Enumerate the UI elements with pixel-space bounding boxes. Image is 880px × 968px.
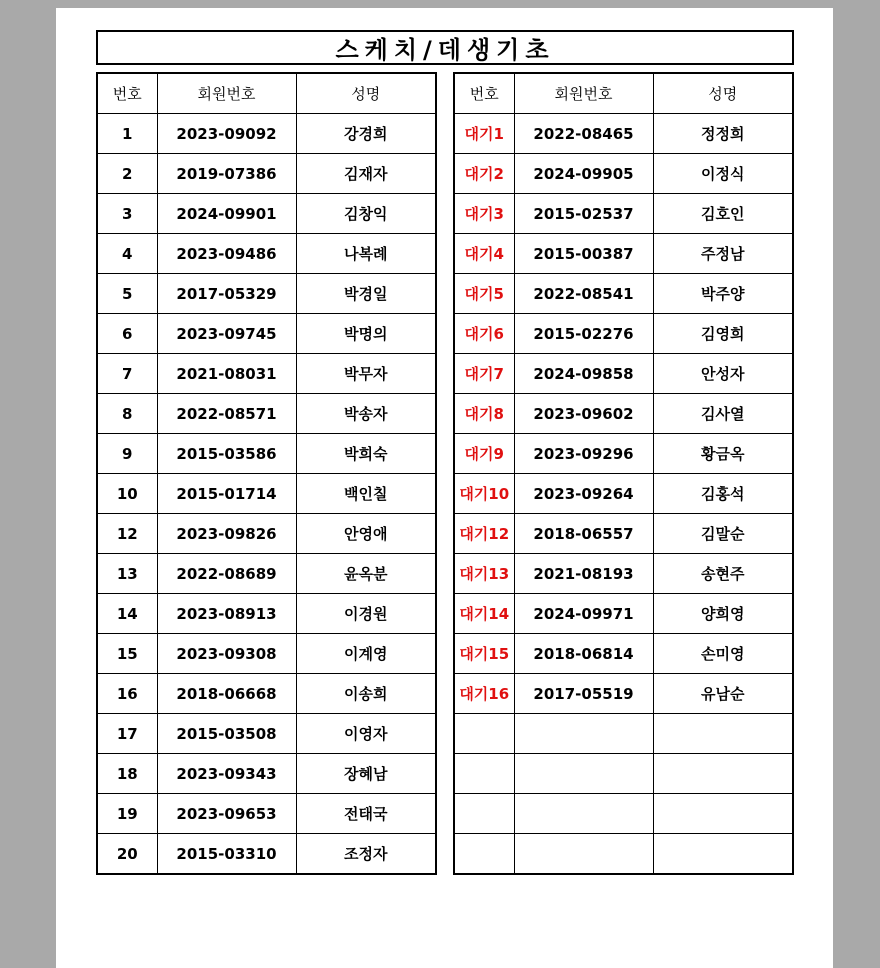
cell-number: 17 <box>97 714 157 754</box>
cell-member-number: 2022-08465 <box>514 114 653 154</box>
cell-member-number: 2021-08031 <box>157 354 296 394</box>
table-row <box>97 794 436 834</box>
cell-name <box>653 794 793 834</box>
cell-member-number: 2017-05519 <box>514 674 653 714</box>
cell-name: 백인칠 <box>296 474 436 514</box>
table-row <box>454 114 793 154</box>
table-row <box>97 394 436 434</box>
cell-member-number: 2023-08913 <box>157 594 296 634</box>
cell-name: 이정식 <box>653 154 793 194</box>
cell-member-number: 2022-08541 <box>514 274 653 314</box>
cell-name: 박주양 <box>653 274 793 314</box>
cell-member-number: 2023-09653 <box>157 794 296 834</box>
table-row <box>97 834 436 875</box>
cell-number: 8 <box>97 394 157 434</box>
cell-number: 대기9 <box>454 434 514 474</box>
cell-member-number: 2015-00387 <box>514 234 653 274</box>
page-title: 스케치/데생기초 <box>96 30 794 65</box>
cell-name: 정정희 <box>653 114 793 154</box>
cell-number <box>454 754 514 794</box>
cell-name: 강경희 <box>296 114 436 154</box>
cell-member-number <box>514 714 653 754</box>
cell-name: 윤옥분 <box>296 554 436 594</box>
cell-name: 나복례 <box>296 234 436 274</box>
cell-name: 김사열 <box>653 394 793 434</box>
table-row <box>97 474 436 514</box>
table-row <box>454 714 793 754</box>
table-row <box>454 314 793 354</box>
cell-number: 4 <box>97 234 157 274</box>
cell-name: 이영자 <box>296 714 436 754</box>
table-row <box>454 634 793 674</box>
cell-number: 12 <box>97 514 157 554</box>
cell-name: 양희영 <box>653 594 793 634</box>
cell-number: 9 <box>97 434 157 474</box>
cell-number <box>454 794 514 834</box>
cell-member-number: 2023-09745 <box>157 314 296 354</box>
table-row <box>454 594 793 634</box>
cell-name: 유남순 <box>653 674 793 714</box>
table-row <box>97 714 436 754</box>
cell-name: 김창익 <box>296 194 436 234</box>
cell-member-number: 2018-06557 <box>514 514 653 554</box>
table-row <box>454 394 793 434</box>
cell-name <box>653 754 793 794</box>
cell-number: 대기14 <box>454 594 514 634</box>
table-row <box>97 194 436 234</box>
cell-number: 3 <box>97 194 157 234</box>
cell-name: 김호인 <box>653 194 793 234</box>
cell-number: 대기2 <box>454 154 514 194</box>
table-row <box>97 234 436 274</box>
cell-member-number: 2023-09826 <box>157 514 296 554</box>
cell-name: 송현주 <box>653 554 793 594</box>
table-row <box>454 514 793 554</box>
header-name: 성명 <box>296 73 436 114</box>
cell-name: 조정자 <box>296 834 436 875</box>
cell-name: 김홍석 <box>653 474 793 514</box>
table-row <box>454 474 793 514</box>
cell-number: 대기4 <box>454 234 514 274</box>
table-row <box>454 674 793 714</box>
cell-number: 20 <box>97 834 157 875</box>
table-row <box>97 514 436 554</box>
cell-number: 대기15 <box>454 634 514 674</box>
cell-member-number: 2015-03508 <box>157 714 296 754</box>
cell-member-number <box>514 754 653 794</box>
header-name: 성명 <box>653 73 793 114</box>
cell-number: 대기6 <box>454 314 514 354</box>
table-row <box>454 354 793 394</box>
cell-member-number: 2023-09486 <box>157 234 296 274</box>
table-row <box>97 274 436 314</box>
cell-number: 14 <box>97 594 157 634</box>
cell-member-number <box>514 794 653 834</box>
cell-name: 전태국 <box>296 794 436 834</box>
cell-number: 대기12 <box>454 514 514 554</box>
cell-name: 이경원 <box>296 594 436 634</box>
cell-member-number: 2018-06814 <box>514 634 653 674</box>
header-number: 번호 <box>97 73 157 114</box>
cell-number: 대기10 <box>454 474 514 514</box>
header-row <box>454 73 793 114</box>
table-row <box>454 274 793 314</box>
cell-name: 안영애 <box>296 514 436 554</box>
header-member-number: 회원번호 <box>514 73 653 114</box>
cell-member-number: 2021-08193 <box>514 554 653 594</box>
cell-name: 박희숙 <box>296 434 436 474</box>
cell-name: 박경일 <box>296 274 436 314</box>
cell-member-number: 2023-09296 <box>514 434 653 474</box>
cell-member-number: 2015-02276 <box>514 314 653 354</box>
cell-number: 대기3 <box>454 194 514 234</box>
cell-member-number: 2022-08571 <box>157 394 296 434</box>
table-row <box>97 354 436 394</box>
table-row <box>97 634 436 674</box>
cell-name: 박송자 <box>296 394 436 434</box>
cell-member-number: 2022-08689 <box>157 554 296 594</box>
table-row <box>454 754 793 794</box>
table-row <box>97 434 436 474</box>
cell-name: 손미영 <box>653 634 793 674</box>
cell-number: 6 <box>97 314 157 354</box>
cell-name: 이송희 <box>296 674 436 714</box>
cell-member-number: 2015-02537 <box>514 194 653 234</box>
cell-member-number: 2023-09343 <box>157 754 296 794</box>
cell-name: 이계영 <box>296 634 436 674</box>
cell-member-number: 2015-03310 <box>157 834 296 875</box>
cell-number: 13 <box>97 554 157 594</box>
cell-number: 15 <box>97 634 157 674</box>
cell-name <box>653 714 793 754</box>
table-row <box>454 234 793 274</box>
cell-name: 박명의 <box>296 314 436 354</box>
header-row <box>97 73 436 114</box>
cell-member-number <box>514 834 653 875</box>
header-member-number: 회원번호 <box>157 73 296 114</box>
cell-member-number: 2018-06668 <box>157 674 296 714</box>
table-row <box>97 114 436 154</box>
cell-number: 대기8 <box>454 394 514 434</box>
cell-number: 7 <box>97 354 157 394</box>
table-row <box>97 554 436 594</box>
cell-member-number: 2024-09858 <box>514 354 653 394</box>
cell-number: 18 <box>97 754 157 794</box>
cell-member-number: 2023-09092 <box>157 114 296 154</box>
cell-name: 김영희 <box>653 314 793 354</box>
cell-member-number: 2024-09971 <box>514 594 653 634</box>
table-row <box>97 754 436 794</box>
cell-number: 대기1 <box>454 114 514 154</box>
cell-member-number: 2019-07386 <box>157 154 296 194</box>
cell-number: 19 <box>97 794 157 834</box>
table-row <box>97 594 436 634</box>
table-row <box>454 154 793 194</box>
cell-number: 2 <box>97 154 157 194</box>
cell-number: 10 <box>97 474 157 514</box>
cell-member-number: 2024-09905 <box>514 154 653 194</box>
cell-number: 대기7 <box>454 354 514 394</box>
cell-name: 박무자 <box>296 354 436 394</box>
cell-number: 1 <box>97 114 157 154</box>
cell-member-number: 2023-09308 <box>157 634 296 674</box>
table-row <box>97 674 436 714</box>
table-row <box>97 314 436 354</box>
table-row <box>454 554 793 594</box>
cell-number <box>454 714 514 754</box>
cell-name: 안성자 <box>653 354 793 394</box>
table-row <box>454 834 793 875</box>
cell-number: 5 <box>97 274 157 314</box>
table-row <box>454 194 793 234</box>
cell-member-number: 2024-09901 <box>157 194 296 234</box>
cell-member-number: 2015-01714 <box>157 474 296 514</box>
cell-name: 황금옥 <box>653 434 793 474</box>
cell-member-number: 2023-09602 <box>514 394 653 434</box>
cell-number: 16 <box>97 674 157 714</box>
cell-name: 김재자 <box>296 154 436 194</box>
cell-name: 주정남 <box>653 234 793 274</box>
cell-member-number: 2017-05329 <box>157 274 296 314</box>
header-number: 번호 <box>454 73 514 114</box>
roster-table-left <box>96 72 437 875</box>
cell-number: 대기5 <box>454 274 514 314</box>
table-row <box>97 154 436 194</box>
cell-member-number: 2023-09264 <box>514 474 653 514</box>
cell-number: 대기13 <box>454 554 514 594</box>
cell-name: 장혜남 <box>296 754 436 794</box>
table-row <box>454 794 793 834</box>
cell-name <box>653 834 793 875</box>
roster-table-right <box>453 72 794 875</box>
cell-name: 김말순 <box>653 514 793 554</box>
table-row <box>454 434 793 474</box>
cell-number: 대기16 <box>454 674 514 714</box>
cell-member-number: 2015-03586 <box>157 434 296 474</box>
cell-number <box>454 834 514 875</box>
